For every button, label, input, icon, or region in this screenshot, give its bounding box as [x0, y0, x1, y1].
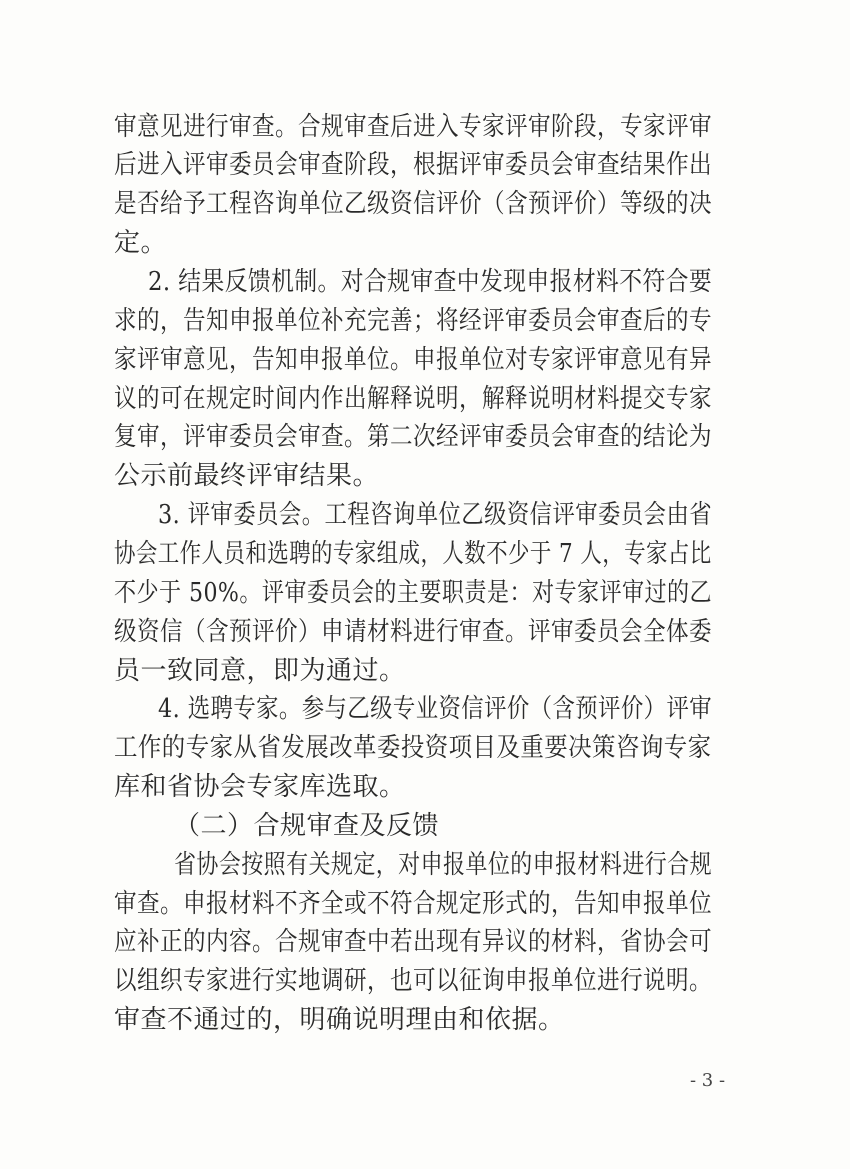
- text-line: 审意见进行审查。合规审查后进入专家评审阶段，专家评审: [114, 112, 712, 142]
- text-line: 库和省协会专家库选取。: [114, 772, 406, 802]
- text-line: 公示前最终评审结果。: [114, 461, 380, 491]
- text-line: 定。: [114, 228, 168, 258]
- text-line: 以组织专家进行实地调研，也可以征询申报单位进行说明。: [114, 966, 712, 996]
- text-line: 4. 选聘专家。参与乙级专业资信评价（含预评价）评审: [158, 694, 713, 724]
- text-line: 后进入评审委员会审查阶段，根据评审委员会审查结果作出: [114, 150, 712, 180]
- section-heading: （二）合规审查及反馈: [174, 811, 440, 841]
- text-line: 复审，评审委员会审查。第二次经评审委员会审查的结论为: [114, 422, 712, 452]
- text-line: 不少于 50%。评审委员会的主要职责是：对专家评审过的乙: [114, 578, 713, 608]
- text-line: 2. 结果反馈机制。对合规审查中发现申报材料不符合要: [148, 267, 713, 297]
- text-line: 议的可在规定时间内作出解释说明，解释说明材料提交专家: [114, 384, 712, 414]
- text-line: 求的，告知申报单位补充完善；将经评审委员会审查后的专: [114, 306, 712, 336]
- text-line: 协会工作人员和选聘的专家组成，人数不少于 7 人，专家占比: [114, 539, 712, 569]
- text-line: 审查不通过的，明确说明理由和依据。: [114, 1005, 565, 1035]
- text-line: 审查。申报材料不齐全或不符合规定形式的，告知申报单位: [114, 889, 712, 919]
- text-line: 3. 评审委员会。工程咨询单位乙级资信评审委员会由省: [158, 500, 713, 530]
- text-line: 省协会按照有关规定，对申报单位的申报材料进行合规: [174, 850, 713, 880]
- text-line: 是否给予工程咨询单位乙级资信评价（含预评价）等级的决: [114, 189, 712, 219]
- text-line: 工作的专家从省发展改革委投资项目及重要决策咨询专家: [114, 733, 712, 763]
- text-line: 级资信（含预评价）申请材料进行审查。评审委员会全体委: [114, 617, 712, 647]
- text-line: 员一致同意，即为通过。: [114, 656, 406, 686]
- text-line: 应补正的内容。合规审查中若出现有异议的材料，省协会可: [114, 927, 712, 957]
- text-line: 家评审意见，告知申报单位。申报单位对专家评审意见有异: [114, 345, 712, 375]
- page-number: - 3 -: [690, 1070, 726, 1091]
